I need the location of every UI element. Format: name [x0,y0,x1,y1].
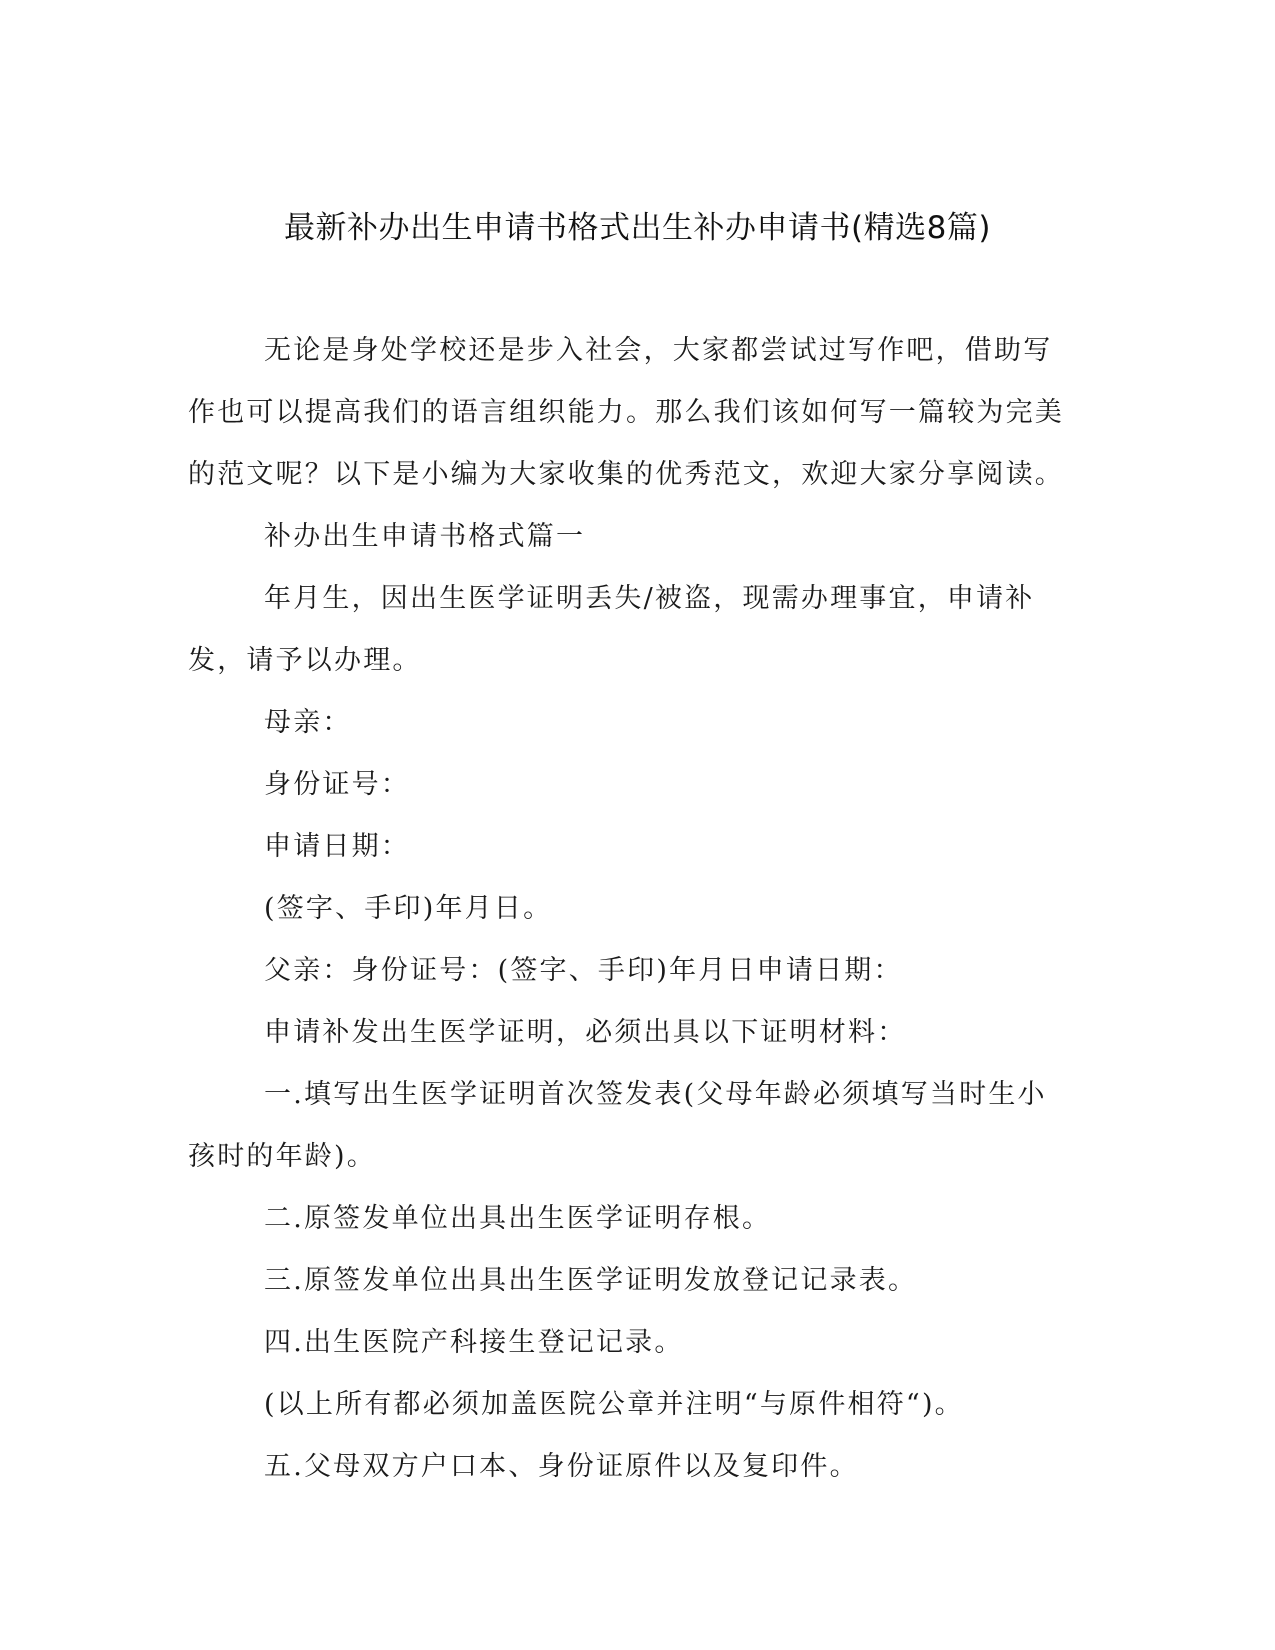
list-note: (以上所有都必须加盖医院公章并注明“与原件相符“)。 [264,1389,964,1420]
list-item-3: 三.原签发单位出具出生医学证明发放登记记录表。 [264,1265,918,1296]
list-item-5: 五.父母双方户口本、身份证原件以及复印件。 [264,1451,859,1482]
field-application-date: 申请日期： [264,831,410,862]
document-title: 最新补办出生申请书格式出生补办申请书(精选8篇) [284,210,991,246]
list-item-2: 二.原签发单位出具出生医学证明存根。 [264,1203,772,1234]
list-item-1: 一.填写出生医学证明首次签发表(父母年龄必须填写当时生小孩时的年龄)。 [188,1079,1047,1172]
field-signature-date: (签字、手印)年月日。 [264,893,553,924]
paragraph-request: 年月生，因出生医学证明丢失/被盗，现需办理事宜，申请补发，请予以办理。 [188,583,1035,676]
paragraph-requirements: 申请补发出生医学证明，必须出具以下证明材料： [264,1017,907,1048]
section-heading: 补办出生申请书格式篇一 [264,521,586,552]
paragraph-intro: 无论是身处学校还是步入社会，大家都尝试过写作吧，借助写作也可以提高我们的语言组织能力。那么我们该如何写一篇较为完美的范文呢？以下是小编为大家收集的优秀范文，欢迎大家分享阅读。 [188,335,1064,490]
list-item-4: 四.出生医院产科接生登记记录。 [264,1327,684,1358]
document-body [188,320,1068,1498]
field-id-number: 身份证号： [264,769,410,800]
field-father: 父亲：身份证号：(签字、手印)年月日申请日期： [264,955,903,986]
field-mother: 母亲： [264,707,352,738]
